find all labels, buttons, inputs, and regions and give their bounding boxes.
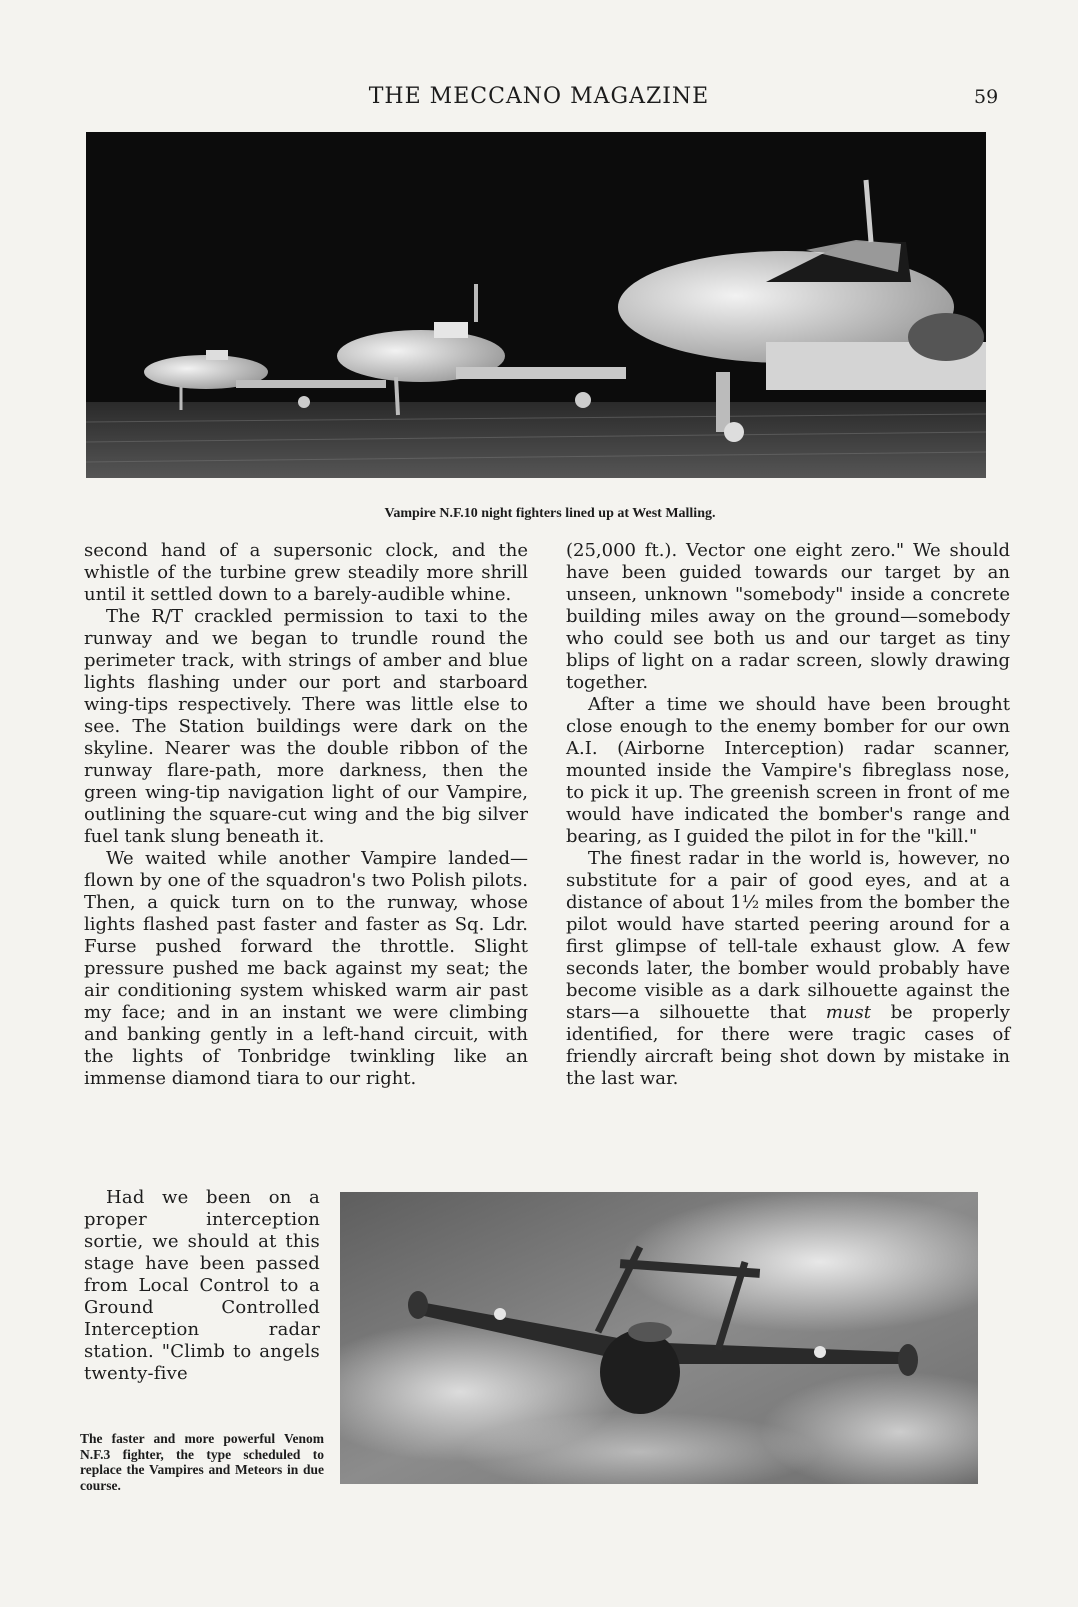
left-paragraph-2: The R/T crackled permission to taxi to the runway and we began to trundle round the perimeter track, with strings of amber and blue lights flashing under our port and starboard wing-tips respectively. There was little else to see. The Station buildings were dark on the skyline. Nearer was the double ribbon of the runway flare-path, more darkness, then the green wing-tip navigation light of our Vampire, outlining the square-cut wing and the big silver fuel tank slung beneath it. — [84, 606, 528, 847]
bottom-photo-caption: The faster and more powerful Venom N.F.3 fighter, the type scheduled to replace the Vampires and Meteors in due course. — [80, 1431, 324, 1493]
page-number: 59 — [974, 86, 999, 108]
right-paragraph-3-start: The finest radar in the world is, however, no substitute for a pair of good eyes, and at a distance of about 1½ miles from the bomber the pilot would have started peering around for a first glimpse of tell-tale exhaust glow. A few seconds later, the bomber would probably have become visible as a dark silhouette against the stars—a silhouette that — [566, 848, 1010, 1023]
left-column — [84, 540, 528, 1090]
emphasis-must: must — [825, 1002, 871, 1023]
right-paragraph-1: (25,000 ft.). Vector one eight zero." We should have been guided towards our target by an unseen, unknown "somebody" inside a concrete building miles away on the ground—somebody who could see both us and our target as tiny blips of light on a radar screen, slowly drawing together. — [566, 540, 1010, 693]
right-paragraph-3 — [566, 848, 1010, 1090]
right-paragraph-2: After a time we should have been brought close enough to the enemy bomber for our own A.I. (Airborne Interception) radar scanner, mounted inside the Vampire's fibreglass nose, to pick it up. The greenish screen in front of me would have indicated the bomber's range and bearing, as I guided the pilot in for the "kill." — [566, 694, 1010, 847]
right-paragraph-3-end: be properly identified, for there were tragic cases of friendly aircraft being shot down by mistake in the last war. — [566, 1002, 1010, 1089]
top-photo-caption: Vampire N.F.10 night fighters lined up at West Malling. — [384, 506, 716, 521]
venom-fighter-photo — [340, 1192, 978, 1484]
left-paragraph-3: We waited while another Vampire landed—flown by one of the squadron's two Polish pilots. Then, a quick turn on to the runway, whose lights flashed past faster and faster as Sq. Ldr. Furse pushed forward the throttle. Slight pressure pushed me back against my seat; the air conditioning system whisked warm air past my face; and in an instant we were climbing and banking gently in a left-hand circuit, with the lights of Tonbridge twinkling like an immense diamond tiara to our right. — [84, 848, 528, 1089]
left-paragraph-1: second hand of a supersonic clock, and the whistle of the turbine grew steadily more shrill until it settled down to a barely-audible whine. — [84, 540, 528, 605]
right-column — [566, 540, 1010, 1090]
vampire-night-fighters-photo — [86, 132, 986, 478]
magazine-title: THE MECCANO MAGAZINE — [368, 84, 710, 109]
narrow-paragraph: Had we been on a proper interception sortie, we should at this stage have been passed from Local Control to a Ground Controlled Interception radar station. "Climb to angels twenty-five — [84, 1187, 320, 1384]
narrow-column — [84, 1187, 320, 1385]
